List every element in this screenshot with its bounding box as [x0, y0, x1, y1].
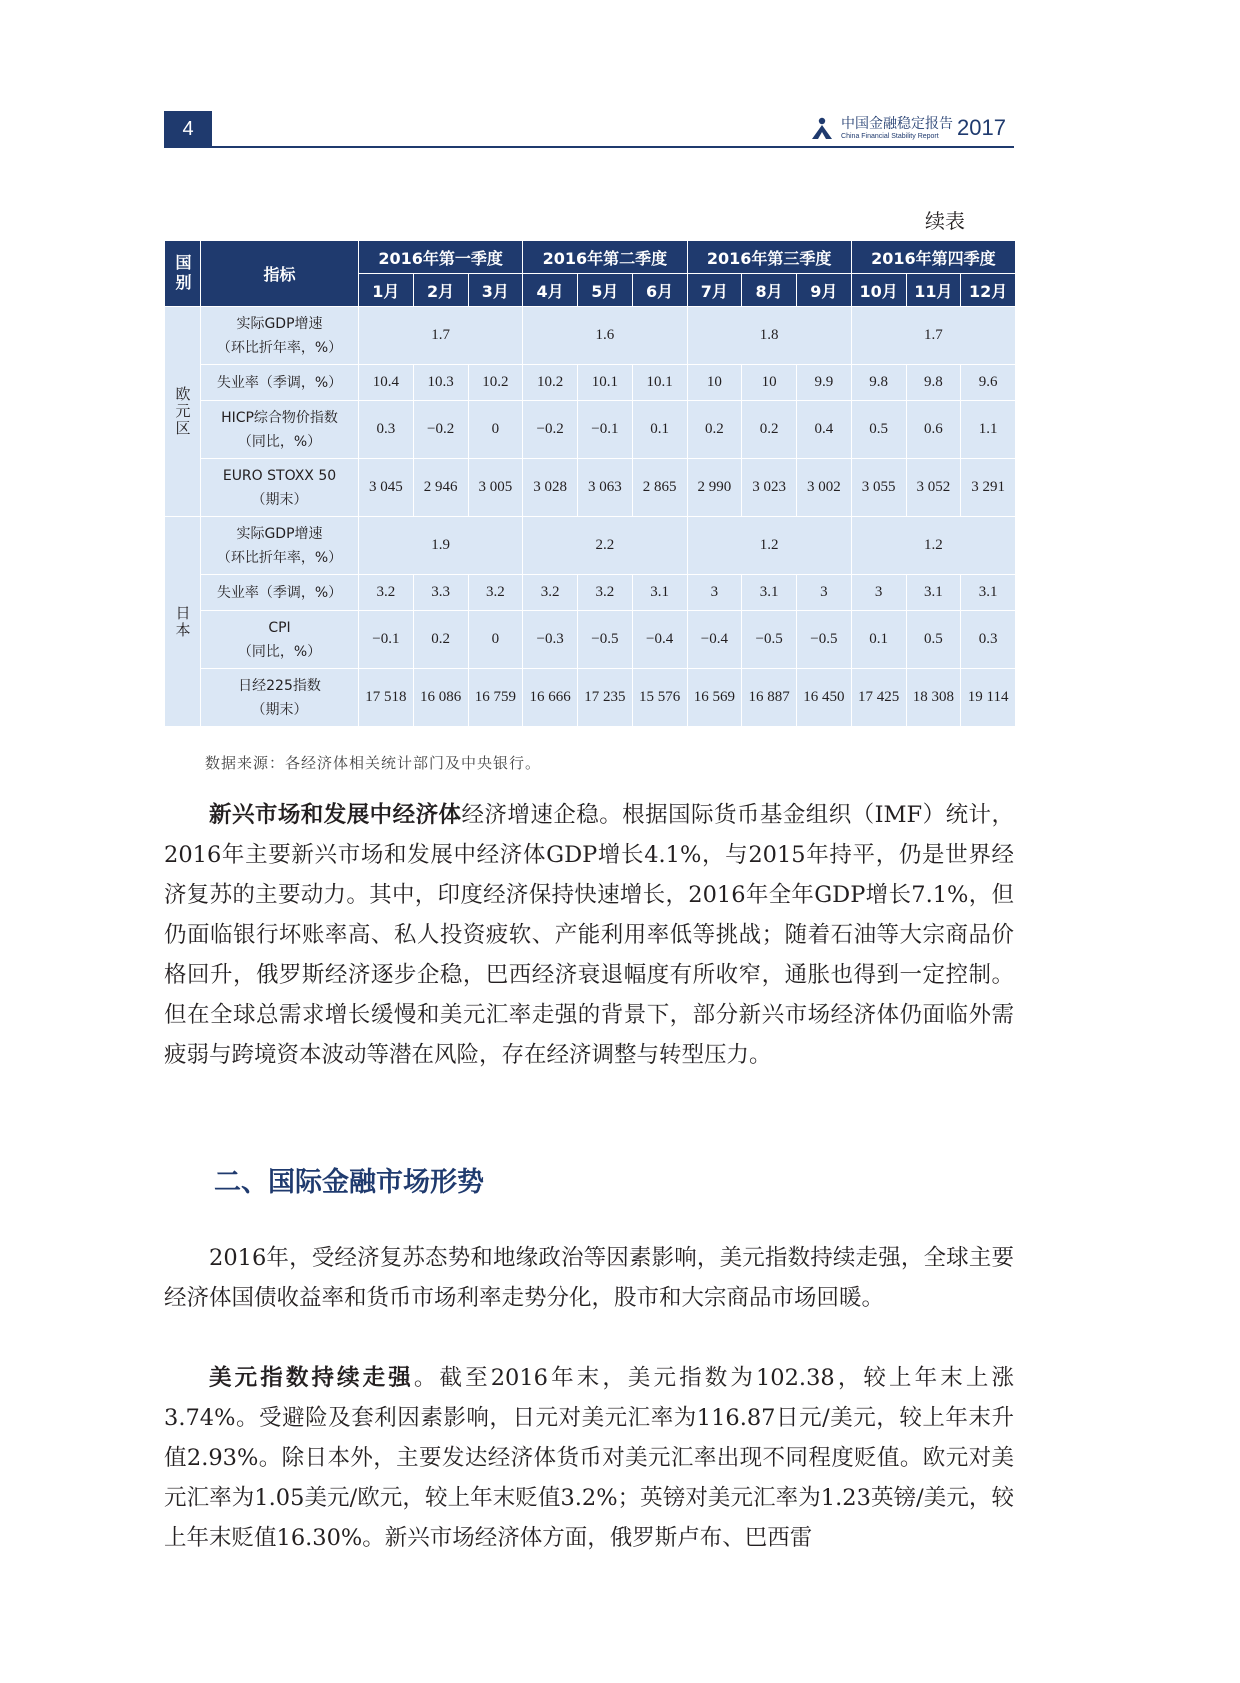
country-cell: 欧元区 — [165, 307, 201, 517]
indicator-name: 日经225指数 — [238, 677, 321, 694]
header-month: 11月 — [906, 274, 961, 307]
header-month: 5月 — [578, 274, 633, 307]
section-heading: 二、国际金融市场形势 — [214, 1167, 484, 1198]
value-cell: 10.2 — [523, 365, 578, 401]
value-cell: 3 — [797, 575, 852, 611]
value-cell: 9.8 — [851, 365, 906, 401]
header-rule — [164, 146, 1014, 148]
value-cell: −0.1 — [359, 611, 414, 669]
table-source-note: 数据来源：各经济体相关统计部门及中央银行。 — [205, 754, 542, 772]
value-cell: 3.1 — [632, 575, 687, 611]
header-month: 9月 — [797, 274, 852, 307]
indicator-name: 实际GDP增速 — [236, 525, 323, 542]
indicator-unit: （期末） — [251, 701, 308, 718]
indicator-unit: （期末） — [251, 491, 308, 508]
value-cell: 0.5 — [851, 401, 906, 459]
value-cell: 3 — [851, 575, 906, 611]
value-cell: 0.3 — [359, 401, 414, 459]
value-cell: 19 114 — [961, 669, 1016, 727]
table-row — [165, 459, 1016, 517]
paragraph-lead: 美元指数持续走强 — [209, 1365, 414, 1391]
value-cell: 1.9 — [359, 517, 523, 575]
paragraph-body: 。截至2016年末，美元指数为102.38，较上年末上涨3.74%。受避险及套利因素影响，日元对美元汇率为116.87日元/美元，较上年末升值2.93%。除日本外，主要发达经济体货币对美元汇率出现不同程度贬值。欧元对美元汇率为1.05美元/欧元，较上年末贬值3.2%；英镑对美元汇率为1.23英镑/美元，较上年末贬值16.30%。新兴市场经济体方面，俄罗斯卢布、巴西雷 — [164, 1365, 1014, 1551]
value-cell: 3 045 — [359, 459, 414, 517]
value-cell: 0 — [468, 611, 523, 669]
header-quarter: 2016年第四季度 — [851, 241, 1015, 274]
report-title-cn: 中国金融稳定报告 — [841, 115, 954, 132]
header-month: 6月 — [632, 274, 687, 307]
value-cell: 9.8 — [906, 365, 961, 401]
value-cell: 17 235 — [578, 669, 633, 727]
value-cell: 1.2 — [687, 517, 851, 575]
value-cell: 3.2 — [359, 575, 414, 611]
indicator-name: 失业率（季调，%） — [216, 584, 343, 601]
value-cell: 10 — [742, 365, 797, 401]
header-quarter: 2016年第三季度 — [687, 241, 851, 274]
country-cell: 日本 — [165, 517, 201, 727]
value-cell: 1.6 — [523, 307, 687, 365]
value-cell: 0.2 — [413, 611, 468, 669]
value-cell: 16 086 — [413, 669, 468, 727]
table-row — [165, 517, 1016, 575]
value-cell: 10 — [687, 365, 742, 401]
table-row — [165, 365, 1016, 401]
header-quarter: 2016年第一季度 — [359, 241, 523, 274]
indicator-unit: （同比，%） — [237, 433, 322, 450]
value-cell: 3.3 — [413, 575, 468, 611]
header-month: 2月 — [413, 274, 468, 307]
indicator-cell — [201, 611, 359, 669]
value-cell: −0.5 — [797, 611, 852, 669]
value-cell: 3 055 — [851, 459, 906, 517]
table-row — [165, 611, 1016, 669]
value-cell: 0.5 — [906, 611, 961, 669]
paragraph-lead: 新兴市场和发展中经济体 — [209, 802, 462, 828]
value-cell: 3 002 — [797, 459, 852, 517]
indicator-unit: （同比，%） — [237, 643, 322, 660]
value-cell: 3 005 — [468, 459, 523, 517]
header-month: 8月 — [742, 274, 797, 307]
indicator-name: 实际GDP增速 — [236, 315, 323, 332]
indicator-name: CPI — [268, 619, 291, 636]
header-month: 3月 — [468, 274, 523, 307]
report-logo-icon — [809, 115, 835, 141]
value-cell: 16 759 — [468, 669, 523, 727]
value-cell: 3.2 — [523, 575, 578, 611]
value-cell: 15 576 — [632, 669, 687, 727]
value-cell: 1.2 — [851, 517, 1015, 575]
indicator-cell — [201, 669, 359, 727]
report-logo — [809, 111, 1006, 145]
value-cell: 3.2 — [578, 575, 633, 611]
table-row — [165, 307, 1016, 365]
value-cell: 10.2 — [468, 365, 523, 401]
indicator-unit: （环比折年率，%） — [216, 549, 343, 566]
indicator-cell — [201, 517, 359, 575]
value-cell: 17 425 — [851, 669, 906, 727]
header-month: 12月 — [961, 274, 1016, 307]
value-cell: 16 887 — [742, 669, 797, 727]
value-cell: 2 990 — [687, 459, 742, 517]
indicator-unit: （环比折年率，%） — [216, 339, 343, 356]
value-cell: 10.1 — [578, 365, 633, 401]
value-cell: 3.1 — [961, 575, 1016, 611]
header-month: 7月 — [687, 274, 742, 307]
value-cell: 3.1 — [742, 575, 797, 611]
value-cell: 0 — [468, 401, 523, 459]
value-cell: 1.7 — [359, 307, 523, 365]
value-cell: −0.1 — [578, 401, 633, 459]
value-cell: 17 518 — [359, 669, 414, 727]
value-cell: 16 450 — [797, 669, 852, 727]
value-cell: 1.8 — [687, 307, 851, 365]
value-cell: 0.2 — [687, 401, 742, 459]
header-month: 1月 — [359, 274, 414, 307]
value-cell: −0.5 — [578, 611, 633, 669]
value-cell: 0.4 — [797, 401, 852, 459]
value-cell: 2 946 — [413, 459, 468, 517]
header-quarter: 2016年第二季度 — [523, 241, 687, 274]
economic-indicators-table — [164, 240, 1016, 727]
value-cell: 1.7 — [851, 307, 1015, 365]
paragraph-emerging-markets — [164, 795, 1014, 1075]
page-header — [164, 111, 1014, 147]
value-cell: 3.2 — [468, 575, 523, 611]
value-cell: 2.2 — [523, 517, 687, 575]
indicator-cell — [201, 365, 359, 401]
value-cell: 1.1 — [961, 401, 1016, 459]
indicator-name: EURO STOXX 50 — [222, 467, 337, 484]
page-number: 4 — [164, 111, 212, 147]
value-cell: 16 569 — [687, 669, 742, 727]
report-title-en: China Financial Stability Report — [841, 132, 939, 140]
value-cell: 16 666 — [523, 669, 578, 727]
value-cell: 0.2 — [742, 401, 797, 459]
value-cell: 0.3 — [961, 611, 1016, 669]
value-cell: 10.1 — [632, 365, 687, 401]
value-cell: 2 865 — [632, 459, 687, 517]
paragraph-usd-index — [164, 1358, 1014, 1558]
header-month: 4月 — [523, 274, 578, 307]
value-cell: 0.1 — [632, 401, 687, 459]
value-cell: −0.5 — [742, 611, 797, 669]
value-cell: 3 — [687, 575, 742, 611]
indicator-cell — [201, 307, 359, 365]
table-row — [165, 575, 1016, 611]
header-indicator: 指标 — [201, 241, 359, 307]
header-month: 10月 — [851, 274, 906, 307]
value-cell: 3 028 — [523, 459, 578, 517]
value-cell: 3 023 — [742, 459, 797, 517]
value-cell: −0.2 — [413, 401, 468, 459]
value-cell: 9.6 — [961, 365, 1016, 401]
value-cell: 3 052 — [906, 459, 961, 517]
table-row — [165, 669, 1016, 727]
indicator-cell — [201, 401, 359, 459]
paragraph-market-overview: 2016年，受经济复苏态势和地缘政治等因素影响，美元指数持续走强，全球主要经济体国债收益率和货币市场利率走势分化，股市和大宗商品市场回暖。 — [164, 1245, 1014, 1311]
value-cell: −0.4 — [687, 611, 742, 669]
value-cell: 0.6 — [906, 401, 961, 459]
value-cell: −0.3 — [523, 611, 578, 669]
indicator-name: 失业率（季调，%） — [216, 374, 343, 391]
value-cell: 3.1 — [906, 575, 961, 611]
paragraph-body: 经济增速企稳。根据国际货币基金组织（IMF）统计，2016年主要新兴市场和发展中经济体GDP增长4.1%，与2015年持平，仍是世界经济复苏的主要动力。其中，印度经济保持快速增长，2016年全年GDP增长7.1%，但仍面临银行坏账率高、私人投资疲软、产能利用率低等挑战；随着石油等大宗商品价格回升，俄罗斯经济逐步企稳，巴西经济衰退幅度有所收窄，通胀也得到一定控制。但在全球总需求增长缓慢和美元汇率走强的背景下，部分新兴市场经济体仍面临外需疲弱与跨境资本波动等潜在风险，存在经济调整与转型压力。 — [164, 802, 1014, 1068]
value-cell: 0.1 — [851, 611, 906, 669]
indicator-cell — [201, 575, 359, 611]
value-cell: −0.2 — [523, 401, 578, 459]
table-row — [165, 401, 1016, 459]
table-continued-label: 续表 — [925, 209, 965, 233]
value-cell: −0.4 — [632, 611, 687, 669]
header-country: 国别 — [165, 241, 201, 307]
value-cell: 3 063 — [578, 459, 633, 517]
value-cell: 18 308 — [906, 669, 961, 727]
report-year: 2017 — [957, 115, 1006, 140]
indicator-name: HICP综合物价指数 — [221, 409, 338, 426]
value-cell: 10.4 — [359, 365, 414, 401]
indicator-cell — [201, 459, 359, 517]
value-cell: 10.3 — [413, 365, 468, 401]
value-cell: 3 291 — [961, 459, 1016, 517]
value-cell: 9.9 — [797, 365, 852, 401]
